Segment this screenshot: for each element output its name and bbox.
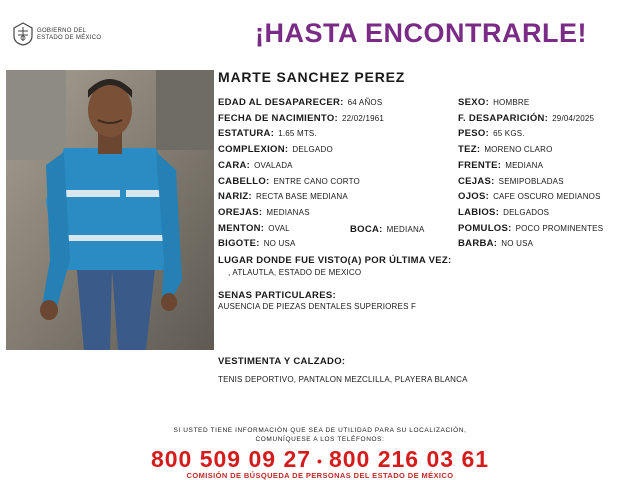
field-label: MENTON: bbox=[218, 223, 265, 234]
government-logo bbox=[12, 22, 122, 46]
field-value: HOMBRE bbox=[493, 98, 530, 107]
field-value: 1.65 MTS. bbox=[278, 129, 317, 138]
distinguishing-marks-label: SENAS PARTICULARES: bbox=[218, 290, 336, 301]
field-label: BARBA: bbox=[458, 238, 498, 249]
field-mouth bbox=[350, 224, 425, 235]
field-label: NARIZ: bbox=[218, 191, 252, 202]
gov-name-line2: ESTADO DE MÉXICO bbox=[37, 35, 102, 41]
state-emblem-icon bbox=[12, 22, 34, 46]
field-disappearance-date bbox=[458, 113, 594, 124]
field-label: TEZ: bbox=[458, 144, 481, 155]
field-forehead bbox=[458, 160, 543, 171]
person-name: MARTE SANCHEZ PEREZ bbox=[218, 69, 406, 85]
field-weight bbox=[458, 128, 525, 139]
phone-number-1[interactable]: 800 509 09 27 bbox=[150, 446, 312, 472]
field-label: SEXO: bbox=[458, 97, 490, 108]
field-value: ENTRE CANO CORTO bbox=[273, 177, 360, 186]
field-label: COMPLEXION: bbox=[218, 144, 289, 155]
field-age bbox=[218, 97, 382, 108]
clothing-label: VESTIMENTA Y CALZADO: bbox=[218, 356, 346, 367]
field-value: DELGADO bbox=[292, 145, 333, 154]
field-birthdate bbox=[218, 113, 384, 124]
field-label: FECHA DE NACIMIENTO: bbox=[218, 113, 338, 124]
field-value: NO USA bbox=[501, 239, 534, 248]
last-seen-value: , ATLAUTLA, ESTADO DE MEXICO bbox=[228, 268, 362, 277]
field-value: 22/02/1961 bbox=[342, 114, 385, 123]
field-mustache bbox=[218, 238, 296, 249]
clothing-value: TENIS DEPORTIVO, PANTALON MEZCLILLA, PLAYERA BLANCA bbox=[218, 375, 468, 384]
phone-number-2[interactable]: 800 216 03 61 bbox=[328, 446, 490, 472]
gov-name-line1: GOBIERNO DEL bbox=[37, 28, 87, 34]
distinguishing-marks-value: AUSENCIA DE PIEZAS DENTALES SUPERIORES F bbox=[218, 302, 417, 311]
field-lips bbox=[458, 207, 549, 218]
commission-name: COMISIÓN DE BÚSQUEDA DE PERSONAS DEL ESTADO DE MÉXICO bbox=[186, 471, 454, 480]
phone-numbers bbox=[0, 446, 640, 473]
field-value: MORENO CLARO bbox=[484, 145, 553, 154]
field-sex bbox=[458, 97, 529, 108]
field-value: RECTA BASE MEDIANA bbox=[256, 192, 348, 201]
field-label: OJOS: bbox=[458, 191, 490, 202]
field-label: CABELLO: bbox=[218, 176, 270, 187]
last-seen-label: LUGAR DONDE FUE VISTO(A) POR ÚLTIMA VEZ: bbox=[218, 255, 452, 266]
field-value: POCO PROMINENTES bbox=[515, 224, 604, 233]
field-value: 29/04/2025 bbox=[552, 114, 595, 123]
field-label: LABIOS: bbox=[458, 207, 500, 218]
field-value: SEMIPOBLADAS bbox=[498, 177, 564, 186]
field-value: OVAL bbox=[268, 224, 290, 233]
field-label: POMULOS: bbox=[458, 223, 512, 234]
poster-headline: ¡HASTA ENCONTRARLE! bbox=[255, 18, 587, 48]
contact-note-line2: COMUNÍQUESE A LOS TELÉFONOS: bbox=[255, 436, 385, 443]
field-eyebrows bbox=[458, 176, 564, 187]
field-eyes bbox=[458, 191, 601, 202]
field-value: MEDIANA bbox=[505, 161, 544, 170]
field-label: BIGOTE: bbox=[218, 238, 260, 249]
field-chin bbox=[218, 223, 290, 234]
field-value: 65 KGS. bbox=[493, 129, 525, 138]
field-nose bbox=[218, 191, 348, 202]
contact-note-line1: SI USTED TIENE INFORMACIÓN QUE SEA DE UTILIDAD PARA SU LOCALIZACIÓN, bbox=[173, 427, 467, 434]
field-build bbox=[218, 144, 333, 155]
field-value: MEDIANAS bbox=[266, 208, 310, 217]
field-label: OREJAS: bbox=[218, 207, 263, 218]
field-value: NO USA bbox=[263, 239, 296, 248]
field-label: FRENTE: bbox=[458, 160, 502, 171]
field-ears bbox=[218, 207, 310, 218]
field-label: ESTATURA: bbox=[218, 128, 275, 139]
field-label: CARA: bbox=[218, 160, 251, 171]
person-photo bbox=[6, 70, 214, 350]
field-value: OVALADA bbox=[254, 161, 293, 170]
field-face bbox=[218, 160, 293, 171]
field-cheekbones bbox=[458, 223, 603, 234]
field-label: F. DESAPARICIÓN: bbox=[458, 113, 549, 124]
field-value: CAFE OSCURO MEDIANOS bbox=[493, 192, 601, 201]
phone-separator: • bbox=[317, 452, 323, 469]
field-label: CEJAS: bbox=[458, 176, 495, 187]
field-height bbox=[218, 128, 317, 139]
field-value: 64 AÑOS bbox=[347, 98, 383, 107]
field-beard bbox=[458, 238, 533, 249]
field-skin bbox=[458, 144, 553, 155]
field-value: MEDIANA bbox=[386, 225, 425, 234]
field-value: DELGADOS bbox=[503, 208, 550, 217]
field-label: BOCA: bbox=[350, 224, 383, 235]
field-label: PESO: bbox=[458, 128, 490, 139]
field-hair bbox=[218, 176, 360, 187]
field-label: EDAD AL DESAPARECER: bbox=[218, 97, 344, 108]
